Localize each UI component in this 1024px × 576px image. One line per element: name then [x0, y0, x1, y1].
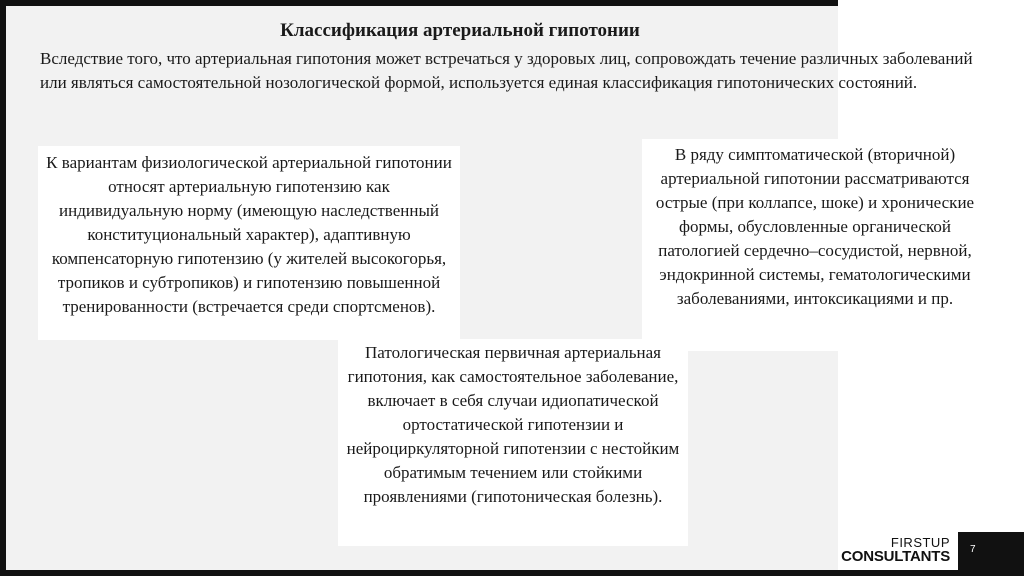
frame-bottom-bar: [0, 570, 1024, 576]
logo-line-firstup: FIRSTUP: [890, 535, 950, 550]
slide-title: Классификация артериальной гипотонии: [280, 20, 640, 41]
primary-hypotension-box: Патологическая первичная артериальная гипотония, как самостоятельное заболевание, включает в себя случаи идиопатической ортостатической гипотензии и нейроциркуляторной гипотензии с нестойким обратимым течением или стойкими проявлениями (гипотоническая болезнь).: [338, 339, 688, 546]
frame-left-bar: [0, 0, 6, 576]
page-number-box: [958, 532, 1024, 570]
company-logo: [841, 536, 950, 565]
frame-top-bar: [0, 0, 838, 6]
symptomatic-hypotension-box: В ряду симптоматической (вторичной) артериальной гипотонии рассматриваются острые (при коллапсе, шоке) и хронические формы, обусловленные органической патологией сердечно–сосудистой, нервной, эндокринной системы, гематологическими заболеваниями, интоксикациями и пр.: [642, 139, 988, 351]
logo-line-consultants: CONSULTANTS: [841, 548, 950, 565]
page-number: 7: [970, 544, 976, 555]
intro-paragraph: Вследствие того, что артериальная гипотония может встречаться у здоровых лиц, сопровождать течение различных заболеваний или являться самостоятельной нозологической формой, используется единая классификация гипотонических состояний.: [40, 49, 973, 92]
physiological-hypotension-box: К вариантам физиологической артериальной гипотонии относят артериальную гипотензию как индивидуальную норму (имеющую наследственный конституциональный характер), адаптивную компенсаторную гипотензию (у жителей высокогорья, тропиков и субтропиков) и гипотензию повышенной тренированности (встречается среди спортсменов).: [38, 146, 460, 340]
